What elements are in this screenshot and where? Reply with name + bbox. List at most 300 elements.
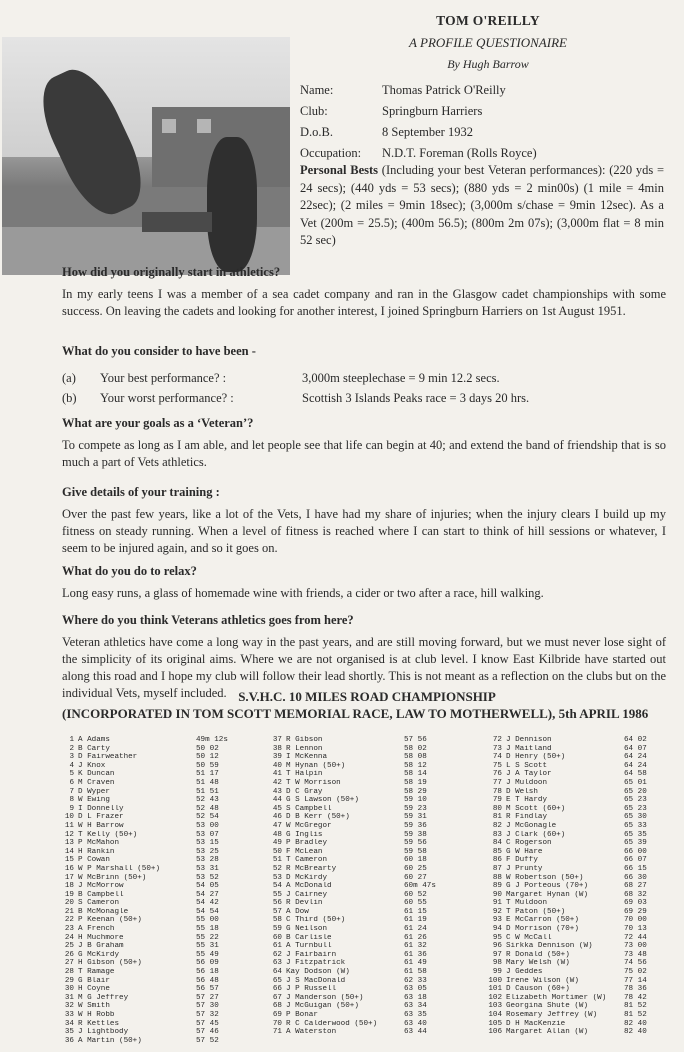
- result-time: 59 58: [404, 847, 427, 856]
- result-row: [488, 1020, 656, 1029]
- result-name: D C Gray: [286, 787, 323, 796]
- result-time: 63 05: [404, 985, 427, 994]
- item-label: Your worst performance? :: [100, 390, 234, 405]
- result-row: [268, 908, 436, 917]
- result-position: 6: [69, 778, 74, 787]
- result-position: 9: [69, 804, 74, 813]
- result-position: 66: [272, 985, 282, 994]
- photo-window: [162, 119, 176, 133]
- result-name: W McGregor: [286, 821, 332, 830]
- result-position: 104: [488, 1011, 502, 1019]
- result-position: 24: [64, 933, 74, 942]
- result-row: [268, 1002, 436, 1011]
- result-name: D H MacKenzie: [506, 1019, 566, 1028]
- result-position: 72: [492, 736, 502, 744]
- result-position: 86: [492, 856, 502, 865]
- result-row: [268, 770, 436, 779]
- result-row: [488, 899, 656, 908]
- result-time: 53 07: [196, 830, 219, 839]
- result-time: 63 44: [404, 1028, 427, 1037]
- result-time: 59 10: [404, 796, 427, 805]
- result-name: M Scott (60+): [506, 804, 566, 813]
- result-row: [60, 874, 228, 883]
- result-position: 89: [492, 882, 502, 891]
- profile-row: [300, 122, 537, 143]
- result-time: 63 35: [404, 1011, 427, 1019]
- result-position: 14: [64, 847, 74, 856]
- result-row: [60, 1028, 228, 1037]
- result-row: [488, 934, 656, 943]
- result-row: [488, 994, 656, 1003]
- result-row: [60, 899, 228, 908]
- result-position: 105: [488, 1019, 502, 1028]
- result-time: 56 57: [196, 985, 219, 994]
- result-time: 81 52: [624, 1002, 647, 1011]
- result-position: 90: [492, 890, 502, 899]
- result-time: 57 46: [196, 1028, 219, 1037]
- result-row: [268, 916, 436, 925]
- result-position: 12: [64, 830, 74, 839]
- result-time: 57 30: [196, 1002, 219, 1011]
- result-time: 60 27: [404, 873, 427, 882]
- result-time: 66 07: [624, 856, 647, 865]
- result-name: H Gibson (50+): [78, 959, 142, 968]
- result-position: 81: [492, 813, 502, 822]
- result-time: 78 36: [624, 985, 647, 994]
- item-key: (a): [62, 370, 76, 385]
- result-position: 55: [272, 890, 282, 899]
- result-row: [60, 753, 228, 762]
- result-row: [60, 934, 228, 943]
- result-position: 35: [64, 1028, 74, 1037]
- result-time: 61 24: [404, 925, 427, 934]
- result-name: H Rankin: [78, 847, 115, 856]
- result-time: 65 30: [624, 813, 647, 822]
- result-row: [60, 848, 228, 857]
- answer: Over the past few years, like a lot of the Vets, I have had my share of injuries; when the injury clears I build up my fitness on steady running. When a level of fitness is reached where I can start to think of hill sessions or whatever, I seem to be injured again, and so it goes on.: [62, 507, 666, 555]
- result-name: J P Russell: [286, 985, 337, 994]
- result-position: 71: [272, 1028, 282, 1037]
- result-time: 55 22: [196, 933, 219, 942]
- result-position: 29: [64, 976, 74, 985]
- question: Where do you think Veterans athletics goes from here?: [62, 613, 354, 627]
- result-row: [268, 959, 436, 968]
- result-name: J Fitzpatrick: [286, 959, 346, 968]
- result-name: M Craven: [78, 778, 115, 787]
- result-name: J Maitland: [506, 744, 552, 753]
- result-row: [268, 925, 436, 934]
- profile-label: Name:: [300, 83, 334, 97]
- result-time: 68 27: [624, 882, 647, 891]
- result-row: [60, 770, 228, 779]
- result-row: [488, 753, 656, 762]
- result-position: 78: [492, 787, 502, 796]
- result-name: H Coyne: [78, 985, 110, 994]
- result-name: J Clark (60+): [506, 830, 566, 839]
- result-name: J Lightbody: [78, 1028, 129, 1037]
- result-row: [268, 994, 436, 1003]
- result-time: 58 29: [404, 787, 427, 796]
- result-name: J Dennison: [506, 736, 552, 744]
- result-name: J Prunty: [506, 864, 543, 873]
- result-time: 75 02: [624, 968, 647, 977]
- result-row: [488, 805, 656, 814]
- result-name: J Fairbairn: [286, 950, 337, 959]
- result-row: [488, 882, 656, 891]
- result-name: P Cowan: [78, 856, 110, 865]
- result-row: [488, 822, 656, 831]
- result-name: A Dow: [286, 907, 309, 916]
- result-row: [268, 805, 436, 814]
- result-position: 46: [272, 813, 282, 822]
- result-row: [488, 925, 656, 934]
- result-time: 55 00: [196, 916, 219, 925]
- result-position: 22: [64, 916, 74, 925]
- result-row: [60, 985, 228, 994]
- result-row: [268, 882, 436, 891]
- result-position: 97: [492, 950, 502, 959]
- result-time: 81 52: [624, 1011, 647, 1019]
- result-position: 82: [492, 821, 502, 830]
- result-time: 60m 47s: [404, 882, 436, 891]
- personal-bests-heading: Personal Bests: [300, 163, 379, 177]
- result-name: A French: [78, 925, 115, 934]
- result-row: [488, 985, 656, 994]
- result-time: 53 31: [196, 864, 219, 873]
- result-time: 52 54: [196, 813, 219, 822]
- result-position: 58: [272, 916, 282, 925]
- item-value: Scottish 3 Islands Peaks race = 3 days 20 hrs.: [302, 390, 530, 405]
- result-position: 53: [272, 873, 282, 882]
- result-name: W Robertson (50+): [506, 873, 584, 882]
- result-row: [268, 762, 436, 771]
- result-time: 50 02: [196, 744, 219, 753]
- result-time: 63 34: [404, 1002, 427, 1011]
- result-name: M Hynan (50+): [286, 761, 346, 770]
- result-row: [488, 916, 656, 925]
- result-name: S Cameron: [78, 899, 120, 908]
- result-row: [488, 1002, 656, 1011]
- result-row: [60, 805, 228, 814]
- result-row: [488, 1011, 656, 1020]
- result-name: M G Jeffrey: [78, 993, 129, 1002]
- result-position: 7: [69, 787, 74, 796]
- result-time: 65 39: [624, 839, 647, 848]
- result-position: 60: [272, 933, 282, 942]
- result-position: 56: [272, 899, 282, 908]
- result-time: 70 13: [624, 925, 647, 934]
- result-name: A McDonald: [286, 882, 332, 891]
- result-row: [268, 753, 436, 762]
- result-row: [488, 908, 656, 917]
- result-position: 27: [64, 959, 74, 968]
- article-header: [300, 12, 676, 72]
- result-row: [488, 796, 656, 805]
- result-row: [60, 796, 228, 805]
- result-row: [268, 779, 436, 788]
- answer: To compete as long as I am able, and let people see that life can begin at 40; and extend the band of friendship that is so much a part of Vets athletics.: [62, 438, 666, 469]
- result-name: I McKenna: [286, 753, 328, 762]
- result-time: 55 31: [196, 942, 219, 951]
- result-time: 65 35: [624, 830, 647, 839]
- result-row: [268, 822, 436, 831]
- result-row: [268, 848, 436, 857]
- result-row: [268, 796, 436, 805]
- result-position: 80: [492, 804, 502, 813]
- result-name: J Geddes: [506, 968, 543, 977]
- result-name: T Ramage: [78, 968, 115, 977]
- result-row: [268, 831, 436, 840]
- result-row: [268, 899, 436, 908]
- result-name: J Cairney: [286, 890, 328, 899]
- athlete-photo: [2, 37, 290, 275]
- result-row: [268, 856, 436, 865]
- result-row: [60, 1037, 228, 1046]
- result-name: D B Kerr (50+): [286, 813, 350, 822]
- result-name: Kay Dodson (W): [286, 968, 350, 977]
- result-name: T Cameron: [286, 856, 328, 865]
- profile-row: [300, 80, 537, 101]
- result-time: 50 12: [196, 753, 219, 762]
- result-time: 56 18: [196, 968, 219, 977]
- qa-performance: [62, 343, 666, 408]
- result-position: 69: [272, 1011, 282, 1019]
- personal-bests-text: (Including your best Veteran performances): (220 yds = 24 secs); (440 yds = 53 secs); (880 yds = 2 min00s) (1 mile = 4min 22sec); (2 miles = 9min 18sec); (3,000m s/chase = 9min 12sec). As a Vet (200m = 25.5); (400m 56.5); (800m 2m 07s); (3,000m flat = 8 min 52 sec): [300, 163, 665, 247]
- result-row: [268, 865, 436, 874]
- result-name: J McGuigan (50+): [286, 1002, 359, 1011]
- result-position: 68: [272, 1002, 282, 1011]
- result-time: 55 49: [196, 950, 219, 959]
- result-row: [268, 839, 436, 848]
- result-row: [60, 813, 228, 822]
- result-time: 65 23: [624, 804, 647, 813]
- result-position: 5: [69, 770, 74, 779]
- result-position: 4: [69, 761, 74, 770]
- result-name: Rosemary Jeffrey (W): [506, 1011, 598, 1019]
- result-position: 8: [69, 796, 74, 805]
- result-name: D McKirdy: [286, 873, 328, 882]
- result-time: 52 43: [196, 796, 219, 805]
- result-position: 44: [272, 796, 282, 805]
- result-row: [60, 942, 228, 951]
- result-time: 65 23: [624, 796, 647, 805]
- result-position: 3: [69, 753, 74, 762]
- result-time: 60 18: [404, 856, 427, 865]
- result-time: 53 52: [196, 873, 219, 882]
- result-time: 59 56: [404, 839, 427, 848]
- result-position: 99: [492, 968, 502, 977]
- result-position: 106: [488, 1028, 502, 1037]
- result-row: [268, 745, 436, 754]
- result-position: 18: [64, 882, 74, 891]
- result-position: 50: [272, 847, 282, 856]
- result-row: [488, 745, 656, 754]
- item-label: Your best performance? :: [100, 370, 227, 385]
- result-time: 59 31: [404, 813, 427, 822]
- photo-window: [197, 119, 211, 133]
- profile-label: Club:: [300, 104, 328, 118]
- result-row: [268, 736, 436, 745]
- item-value: 3,000m steeplechase = 9 min 12.2 secs.: [302, 370, 500, 385]
- result-time: 56 48: [196, 976, 219, 985]
- result-row: [60, 1011, 228, 1020]
- result-row: [60, 908, 228, 917]
- result-time: 65 20: [624, 787, 647, 796]
- result-row: [60, 968, 228, 977]
- profile-value: 8 September 1932: [382, 125, 473, 139]
- question: Give details of your training :: [62, 485, 220, 499]
- result-name: I Donnelly: [78, 804, 124, 813]
- result-time: 70 00: [624, 916, 647, 925]
- profile-value: Thomas Patrick O'Reilly: [382, 83, 506, 97]
- result-time: 58 02: [404, 744, 427, 753]
- qa-training: [62, 484, 666, 557]
- result-time: 69 03: [624, 899, 647, 908]
- qa-relax: [62, 563, 666, 602]
- question: What are your goals as a ‘Veteran’?: [62, 416, 254, 430]
- result-time: 55 18: [196, 925, 219, 934]
- result-position: 47: [272, 821, 282, 830]
- result-time: 63 40: [404, 1019, 427, 1028]
- result-name: Margaret Allan (W): [506, 1028, 589, 1037]
- result-name: J McMorrow: [78, 882, 124, 891]
- result-name: R Devlin: [286, 899, 323, 908]
- result-name: P Bradley: [286, 839, 328, 848]
- result-position: 21: [64, 907, 74, 916]
- result-position: 70: [272, 1019, 282, 1028]
- result-row: [488, 874, 656, 883]
- result-position: 64: [272, 968, 282, 977]
- result-row: [488, 813, 656, 822]
- result-position: 73: [492, 744, 502, 753]
- result-row: [268, 891, 436, 900]
- result-name: Georgina Shute (W): [506, 1002, 589, 1011]
- result-row: [488, 891, 656, 900]
- result-name: R McBrearty: [286, 864, 337, 873]
- result-position: 96: [492, 942, 502, 951]
- result-row: [60, 762, 228, 771]
- championship-subtitle: (INCORPORATED IN TOM SCOTT MEMORIAL RACE, LAW TO MOTHERWELL), 5th APRIL 1986: [62, 706, 649, 721]
- result-time: 51 17: [196, 770, 219, 779]
- result-row: [268, 951, 436, 960]
- result-time: 54 05: [196, 882, 219, 891]
- result-time: 61 32: [404, 942, 427, 951]
- result-row: [488, 770, 656, 779]
- result-row: [488, 959, 656, 968]
- photo-spectator: [207, 137, 257, 272]
- result-name: G J Porteous (70+): [506, 882, 589, 891]
- result-name: P Bonar: [286, 1011, 318, 1019]
- result-name: F Duffy: [506, 856, 538, 865]
- result-name: S Campbell: [286, 804, 332, 813]
- result-time: 74 56: [624, 959, 647, 968]
- result-name: P Keenan (50+): [78, 916, 142, 925]
- result-time: 73 00: [624, 942, 647, 951]
- result-row: [488, 951, 656, 960]
- result-name: F McLean: [286, 847, 323, 856]
- result-name: R C Calderwood (50+): [286, 1019, 378, 1028]
- result-time: 61 15: [404, 907, 427, 916]
- profile-value: N.D.T. Foreman (Rolls Royce): [382, 146, 537, 160]
- result-position: 98: [492, 959, 502, 968]
- result-position: 92: [492, 907, 502, 916]
- result-position: 37: [272, 736, 282, 744]
- result-position: 19: [64, 890, 74, 899]
- result-time: 73 48: [624, 950, 647, 959]
- result-row: [60, 951, 228, 960]
- result-name: D Wyper: [78, 787, 110, 796]
- result-position: 48: [272, 830, 282, 839]
- result-position: 62: [272, 950, 282, 959]
- result-position: 77: [492, 778, 502, 787]
- profile-label: Occupation:: [300, 146, 362, 160]
- result-name: J S MacDonald: [286, 976, 346, 985]
- result-row: [488, 736, 656, 745]
- result-time: 61 19: [404, 916, 427, 925]
- result-name: Irene Wilson (W): [506, 976, 579, 985]
- result-position: 17: [64, 873, 74, 882]
- result-position: 85: [492, 847, 502, 856]
- result-name: D Morrison (70+): [506, 925, 579, 934]
- result-name: Elizabeth Mortimer (W): [506, 993, 607, 1002]
- result-name: K Duncan: [78, 770, 115, 779]
- result-position: 23: [64, 925, 74, 934]
- result-position: 102: [488, 993, 502, 1002]
- result-name: J McGonagle: [506, 821, 557, 830]
- result-row: [268, 874, 436, 883]
- result-name: T W Morrison: [286, 778, 341, 787]
- result-name: C W McCall: [506, 933, 552, 942]
- result-position: 95: [492, 933, 502, 942]
- championship-heading: [62, 688, 672, 722]
- result-position: 88: [492, 873, 502, 882]
- result-name: R Gibson: [286, 736, 323, 744]
- result-name: R Donald (50+): [506, 950, 570, 959]
- result-position: 16: [64, 864, 74, 873]
- result-time: 51 48: [196, 778, 219, 787]
- result-row: [60, 977, 228, 986]
- result-row: [268, 1020, 436, 1029]
- result-row: [488, 848, 656, 857]
- result-time: 68 32: [624, 890, 647, 899]
- result-position: 26: [64, 950, 74, 959]
- result-name: A Turnbull: [286, 942, 332, 951]
- result-time: 57 32: [196, 1011, 219, 1019]
- result-name: T Kelly (50+): [78, 830, 138, 839]
- result-position: 59: [272, 925, 282, 934]
- result-name: T Halpin: [286, 770, 323, 779]
- result-row: [60, 745, 228, 754]
- result-row: [268, 1028, 436, 1037]
- result-position: 84: [492, 839, 502, 848]
- result-time: 65 01: [624, 778, 647, 787]
- result-time: 59 23: [404, 804, 427, 813]
- result-time: 69 29: [624, 907, 647, 916]
- result-time: 64 07: [624, 744, 647, 753]
- result-position: 75: [492, 761, 502, 770]
- result-name: B Carlisle: [286, 933, 332, 942]
- result-name: P McMahon: [78, 839, 120, 848]
- result-row: [268, 934, 436, 943]
- profile-details: [300, 80, 537, 164]
- result-time: 77 14: [624, 976, 647, 985]
- result-row: [60, 925, 228, 934]
- question: What do you consider to have been -: [62, 344, 256, 358]
- championship-title: S.V.H.C. 10 MILES ROAD CHAMPIONSHIP: [238, 689, 496, 704]
- result-time: 62 33: [404, 976, 427, 985]
- result-row: [488, 788, 656, 797]
- result-position: 33: [64, 1011, 74, 1019]
